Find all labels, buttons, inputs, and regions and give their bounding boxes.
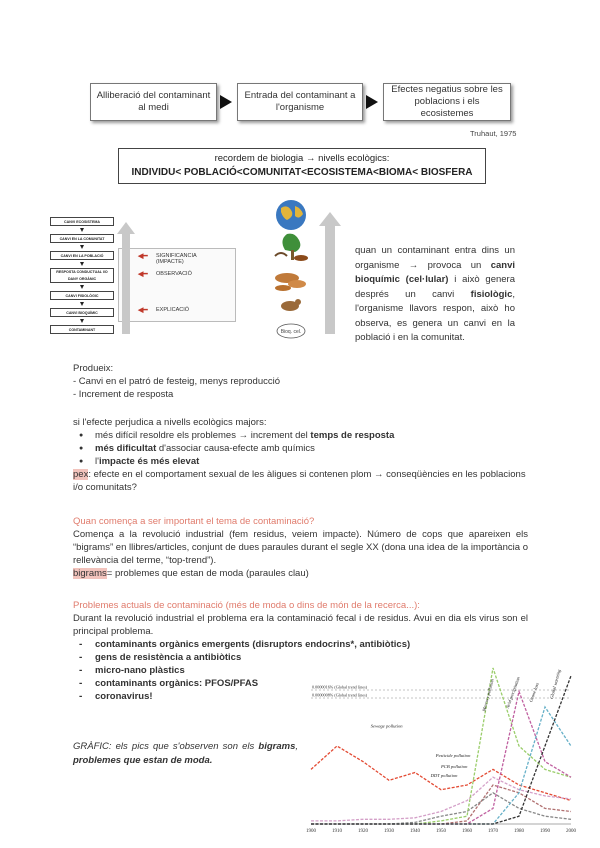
history-heading: Quan comença a ser important el tema de contaminació?	[73, 516, 315, 527]
tree-icon	[282, 234, 300, 252]
x-tick-label: 1980	[514, 829, 524, 834]
series-label: Ozone loss	[528, 682, 540, 703]
x-tick-label: 1930	[384, 829, 394, 834]
history-block	[73, 515, 528, 580]
arrow-left-icon: ◀━	[138, 253, 148, 260]
y-label: 0.0000008% (Global trend lines)	[312, 692, 368, 698]
x-tick-label: 1920	[358, 829, 368, 834]
level-arrow	[80, 262, 84, 266]
x-tick-label: 1970	[488, 829, 498, 834]
citation: Truhaut, 1975	[470, 129, 517, 138]
list-item: - gens de resistència a antibiòtics	[73, 651, 528, 664]
flow-arrow-2	[366, 95, 378, 109]
x-tick-label: 1960	[462, 829, 472, 834]
list-item: ● més difícil resoldre els problemes → increment del temps de resposta	[73, 429, 528, 442]
series-line	[311, 785, 571, 824]
molecule-label: Bioq. cel.	[280, 329, 302, 335]
x-tick-label: 1900	[306, 829, 316, 834]
reminder-box	[118, 148, 486, 184]
series-line	[311, 777, 571, 821]
arrow-left-icon: ◀━	[138, 307, 148, 314]
current-body: Durant la revolució industrial el problema era la contaminació fecal i de residus. Avui en dia els virus son el principal problema.	[73, 613, 528, 637]
level-arrow	[80, 228, 84, 232]
history-body: Comença a la revolució industrial (fem residus, veiem impacte). Número de cops que apareixen els “bigrams” en llibres/articles, conjunt de dues paraules durant el segle XX (dona una idea de la importància o rellevància del terme, “top-trend”).	[73, 529, 528, 566]
level-behaviour: RESPOSTA CONDUCTUAL I/O DANY ORGÀNIC	[50, 268, 114, 283]
reminder-line2: INDIVIDU< POBLACIÓ<COMUNITAT<ECOSISTEMA<BIOMA< BIOSFERA	[131, 167, 473, 178]
significance-label: SIGNIFICANCIA (IMPACTE)	[156, 253, 197, 265]
flow-box-effects: Efectes negatius sobre les poblacions i els ecosistemes	[383, 83, 511, 121]
series-label: PCB pollution	[441, 763, 468, 769]
reminder-line1: recordem de biologia → nivells ecològics:	[214, 153, 390, 164]
produeix-block	[73, 362, 513, 401]
current-heading: Problemes actuals de contaminació (més de moda o dins de món de la recerca...):	[73, 600, 420, 611]
pex-paragraph: pex: efecte en el comportament sexual de les àligues si contenen plom → conseqüències en les poblacions i/o comunitats?	[73, 469, 526, 493]
arrow-left-icon: ◀━	[138, 271, 148, 278]
produeix-heading: Produeix:	[73, 363, 114, 374]
produeix-item: - Canvi en el patró de festeig, menys reproducció	[73, 376, 280, 387]
series-label: Mercury pollution	[481, 678, 495, 712]
series-label: DDT pollution	[430, 773, 458, 779]
x-tick-label: 1910	[332, 829, 342, 834]
x-tick-label: 1940	[410, 829, 420, 834]
bigrams-chart	[305, 662, 577, 838]
level-population: CANVI EN LA POBLACIÓ	[50, 251, 114, 260]
graphic-caption: GRÀFIC: els pics que s'observen son els bigrams, problemes que estan de moda.	[73, 741, 298, 766]
produeix-item: - Increment de resposta	[73, 389, 174, 400]
list-item: - contaminants orgànics: PFOS/PFAS	[73, 677, 528, 690]
explanation-label: EXPLICACIÓ	[156, 307, 190, 313]
list-item: ● més dificultat d'associar causa-efecte amb químics	[73, 442, 528, 455]
y-label: 0.0000016% (Global trend lines)	[312, 684, 368, 690]
x-tick-label: 2000	[566, 829, 576, 834]
intro-paragraph: quan un contaminant entra dins un organisme → provoca un canvi bioquímic (cel·lular) i això genera després un canvi fisiològic, l'organisme llavors respon, això ho observa, es genera un canvi en la població i en la comunitat.	[355, 245, 515, 343]
effects-list	[73, 429, 528, 468]
flow-arrow-1	[220, 95, 232, 109]
up-arrow-icon	[319, 212, 341, 334]
series-label: Pesticide pollution	[435, 752, 471, 758]
level-arrow	[80, 245, 84, 249]
level-contaminant: CONTAMINANT	[50, 325, 114, 334]
x-tick-label: 1990	[540, 829, 550, 834]
level-arrow	[80, 285, 84, 289]
level-ecosystem: CANVI ECOSISTEMA	[50, 217, 114, 226]
level-physiological: CANVI FISIOLÒGIC	[50, 291, 114, 300]
series-label: Sewage pollution	[370, 723, 403, 729]
list-item: ● l'impacte és més elevat	[73, 455, 528, 468]
effects-intro: si l'efecte perjudica a nivells ecològics majors:	[73, 417, 267, 428]
series-label: Acid precipitation	[504, 676, 521, 709]
animal-icon	[294, 255, 308, 261]
up-arrow-icon	[117, 222, 135, 334]
effects-block	[73, 416, 528, 494]
series-label: Global warming	[548, 668, 562, 700]
list-item: - contaminants orgànics emergents (disruptors endocrins*, antibiòtics)	[73, 638, 528, 651]
list-item: - coronavirus!	[73, 690, 528, 703]
level-biochemical: CANVI BIOQUÍMIC	[50, 308, 114, 317]
x-tick-label: 1950	[436, 829, 446, 834]
levels-illustration	[265, 198, 317, 343]
bigrams-definition: bigrams= problemes que estan de moda (paraules clau)	[73, 568, 309, 579]
level-arrow	[80, 302, 84, 306]
flow-box-release: Alliberació del contaminant al medi	[90, 83, 217, 121]
series-line	[311, 793, 571, 824]
flow-box-entry: Entrada del contaminant a l'organisme	[237, 83, 363, 121]
observation-label: OBSERVACIÓ	[156, 271, 192, 277]
level-arrow	[80, 319, 84, 323]
list-item: - micro-nano plàstics	[73, 664, 528, 677]
level-community: CANVI EN LA COMUNITAT	[50, 234, 114, 243]
